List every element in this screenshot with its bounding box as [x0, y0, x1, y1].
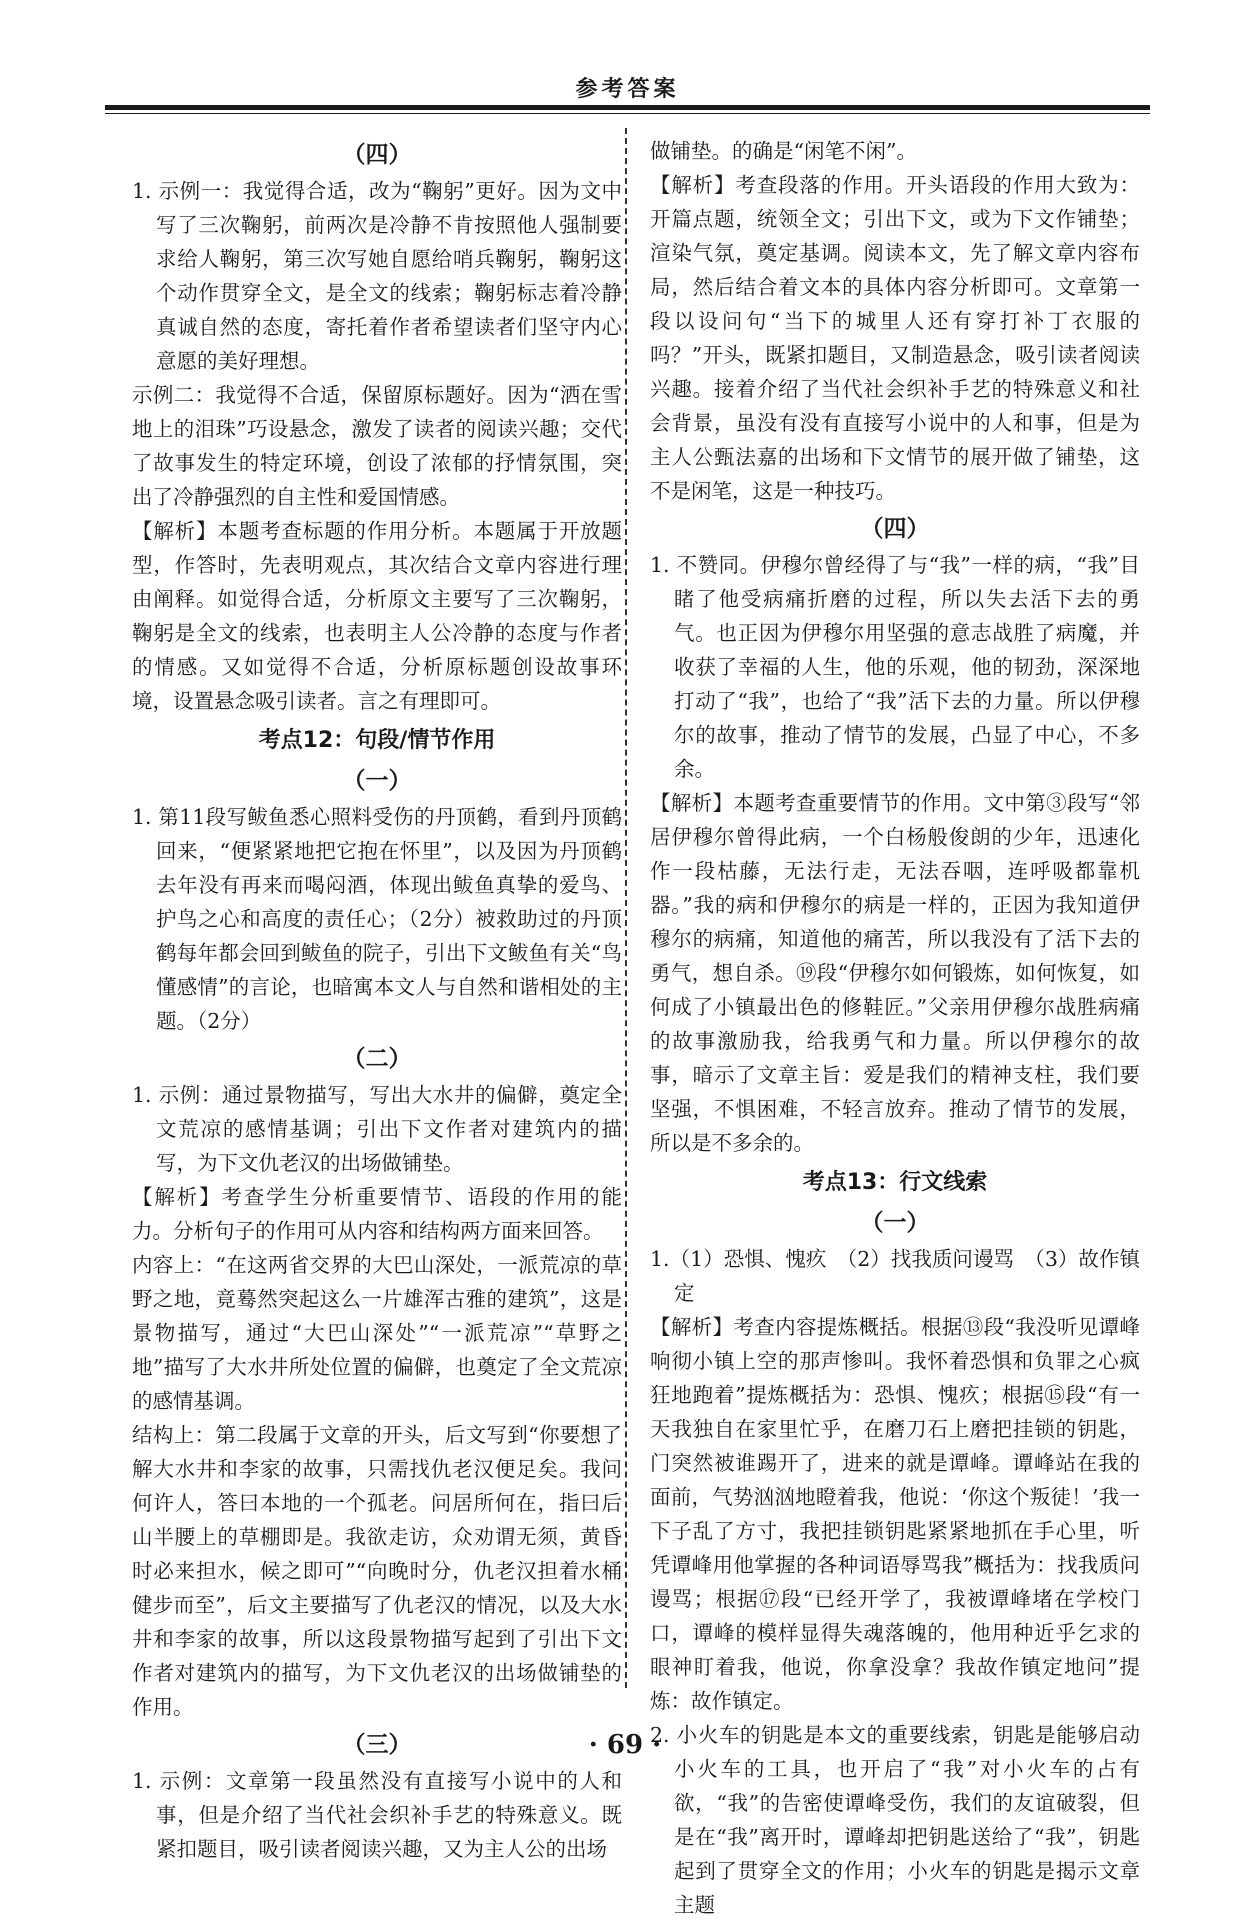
analysis-paragraph: 【解析】本题考查标题的作用分析。本题属于开放题型，作答时，先表明观点，其次结合文章内容进行理由阐释。如觉得合适，分析原文主要写了三次鞠躬，鞠躬是全文的线索，也表明主人公冷静的态度与作者的情感。又如觉得不合适，分析原标题创设故事环境，设置悬念吸引读者。言之有理即可。 [132, 519, 622, 713]
analysis-paragraph: 【解析】考查内容提炼概括。根据⑬段“我没听见谭峰响彻小镇上空的那声惨叫。我怀着恐惧和负罪之心疯狂地跑着”提炼概括为：恐惧、愧疚；根据⑮段“有一天我独自在家里忙乎，在磨刀石上磨把挂锁的钥匙，门突然被谁踢开了，进来的就是谭峰。谭峰站在我的面前，气势汹汹地瞪着我，他说：‘你这个叛徒！’我一下子乱了方寸，我把挂锁钥匙紧紧地抓在手心里，听凭谭峰用他掌握的各种词语辱骂我”概括为：找我质问谩骂；根据⑰段“已经开学了，我被谭峰堵在学校门口，谭峰的模样显得失魂落魄的，他用种近乎乞求的眼神盯着我，他说，你拿没拿？我故作镇定地问”提炼：故作镇定。 [650, 1315, 1140, 1713]
answer-paragraph: 1. 示例：文章第一段虽然没有直接写小说中的人和事，但是介绍了当代社会织补手艺的特殊意义。既紧扣题目，吸引读者阅读兴趣，又为主人公的出场 [132, 1769, 622, 1861]
answer-paragraph: 1. 示例：通过景物描写，写出大水井的偏僻，奠定全文荒凉的感情基调；引出下文作者对建筑内的描写，为下文仇老汉的出场做铺垫。 [132, 1083, 622, 1175]
answer-paragraph: 1. 示例一：我觉得合适，改为“鞠躬”更好。因为文中写了三次鞠躬，前两次是冷静不肯按照他人强制要求给人鞠躬，第三次写她自愿给哨兵鞠躬，鞠躬这个动作贯穿全文，是全文的线索；鞠躬标志着冷静真诚自然的态度，寄托着作者希望读者们坚守内心意愿的美好理想。 [132, 179, 622, 373]
analysis-paragraph: 内容上：“在这两省交界的大巴山深处，一派荒凉的草野之地，竟蓦然突起这么一片雄浑古雅的建筑”，这是景物描写，通过“大巴山深处”“一派荒凉”“草野之地”描写了大水井所处位置的偏僻，也奠定了全文荒凉的感情基调。 [132, 1253, 622, 1413]
answer-paragraph: 1. 不赞同。伊穆尔曾经得了与“我”一样的病，“我”目睹了他受病痛折磨的过程，所以失去活下去的勇气。也正因为伊穆尔用坚强的意志战胜了病魔，并收获了幸福的人生，他的乐观，他的韧劲，深深地打动了“我”，也给了“我”活下去的力量。所以伊穆尔的故事，推动了情节的发展，凸显了中心，不多余。 [650, 553, 1140, 781]
section-title: （一） [342, 767, 412, 794]
analysis-paragraph: 结构上：第二段属于文章的开头，后文写到“你要想了解大水井和李家的故事，只需找仇老汉便足矣。我问何许人，答曰本地的一个孤老。问居所何在，指曰后山半腰上的草棚即是。我欲走访，众劝谓无须，黄昏时必来担水，候之即可”“向晚时分，仇老汉担着水桶健步而至”，后文主要描写了仇老汉的情况，以及大水井和李家的故事，所以这段景物描写起到了引出下文作者对建筑内的描写，为下文仇老汉的出场做铺垫的作用。 [132, 1423, 622, 1719]
header-title: 参考答案 [575, 77, 680, 102]
topic-heading: 考点13：行文线索 [802, 1170, 988, 1195]
answer-paragraph: 1. 第11段写鲅鱼悉心照料受伤的丹顶鹤，看到丹顶鹤回来，“便紧紧地把它抱在怀里”，以及因为丹顶鹤去年没有再来而喝闷酒，体现出鲅鱼真挚的爱鸟、护鸟之心和高度的责任心；（2分）被救助过的丹顶鹤每年都会回到鲅鱼的院子，引出下文鲅鱼有关“鸟懂感情”的言论，也暗寓本文人与自然和谐相处的主题。（2分） [132, 805, 622, 1033]
analysis-paragraph: 【解析】考查段落的作用。开头语段的作用大致为：开篇点题，统领全文；引出下文，或为下文作铺垫；渲染气氛，奠定基调。阅读本文，先了解文章内容布局，然后结合着文本的具体内容分析即可。文章第一段以设问句“当下的城里人还有穿打补丁衣服的吗？”开头，既紧扣题目，又制造悬念，吸引读者阅读兴趣。接着介绍了当代社会织补手艺的特殊意义和社会背景，虽没有没有直接写小说中的人和事，但是为主人公甄法嘉的出场和下文情节的展开做了铺垫，这不是闲笔，这是一种技巧。 [650, 173, 1140, 503]
header-rule-thick [105, 105, 1150, 110]
answer-paragraph: 1.（1）恐惧、愧疚 （2）找我质问谩骂 （3）故作镇定 [650, 1247, 1140, 1305]
analysis-paragraph: 【解析】本题考查重要情节的作用。文中第③段写“邻居伊穆尔曾得此病，一个白杨般俊朗的少年，迅速化作一段枯藤，无法行走，无法吞咽，连呼吸都靠机器。”我的病和伊穆尔的病是一样的，正因为我知道伊穆尔的病痛，知道他的痛苦，所以我没有了活下去的勇气，想自杀。⑲段“伊穆尔如何锻炼，如何恢复，如何成了小镇最出色的修鞋匠。”父亲用伊穆尔战胜病痛的故事激励我，给我勇气和力量。所以伊穆尔的故事，暗示了文章主旨：爱是我们的精神支柱，我们要坚强，不惧困难，不轻言放弃。推动了情节的发展，所以是不多余的。 [650, 791, 1140, 1155]
page-number: · 69 · [588, 1730, 662, 1760]
section-title: （一） [860, 1209, 930, 1236]
answer-paragraph: 做铺垫。的确是“闲笔不闲”。 [650, 139, 917, 163]
section-title: （四） [860, 515, 930, 542]
column-divider [625, 128, 627, 1688]
answer-paragraph: 示例二：我觉得不合适，保留原标题好。因为“洒在雪地上的泪珠”巧设悬念，激发了读者的阅读兴趣；交代了故事发生的特定环境，创设了浓郁的抒情氛围，突出了冷静强烈的自主性和爱国情感。 [132, 383, 622, 509]
answer-paragraph: 2. 小火车的钥匙是本文的重要线索，钥匙是能够启动小火车的工具，也开启了“我”对小火车的占有欲，“我”的告密使谭峰受伤，我们的友谊破裂，但是在“我”离开时，谭峰却把钥匙送给了“我”，钥匙起到了贯穿全文的作用；小火车的钥匙是揭示文章主题 [650, 1723, 1140, 1917]
header-rule-thin [105, 113, 1150, 114]
left-column [132, 134, 622, 1861]
section-title: （二） [342, 1045, 412, 1072]
analysis-paragraph: 【解析】考查学生分析重要情节、语段的作用的能力。分析句子的作用可从内容和结构两方面来回答。 [132, 1185, 622, 1243]
section-title: （三） [342, 1731, 412, 1758]
page-header [105, 62, 1150, 118]
section-title: （四） [342, 141, 412, 168]
topic-heading: 考点12：句段/情节作用 [258, 728, 496, 753]
right-column [650, 134, 1140, 1917]
